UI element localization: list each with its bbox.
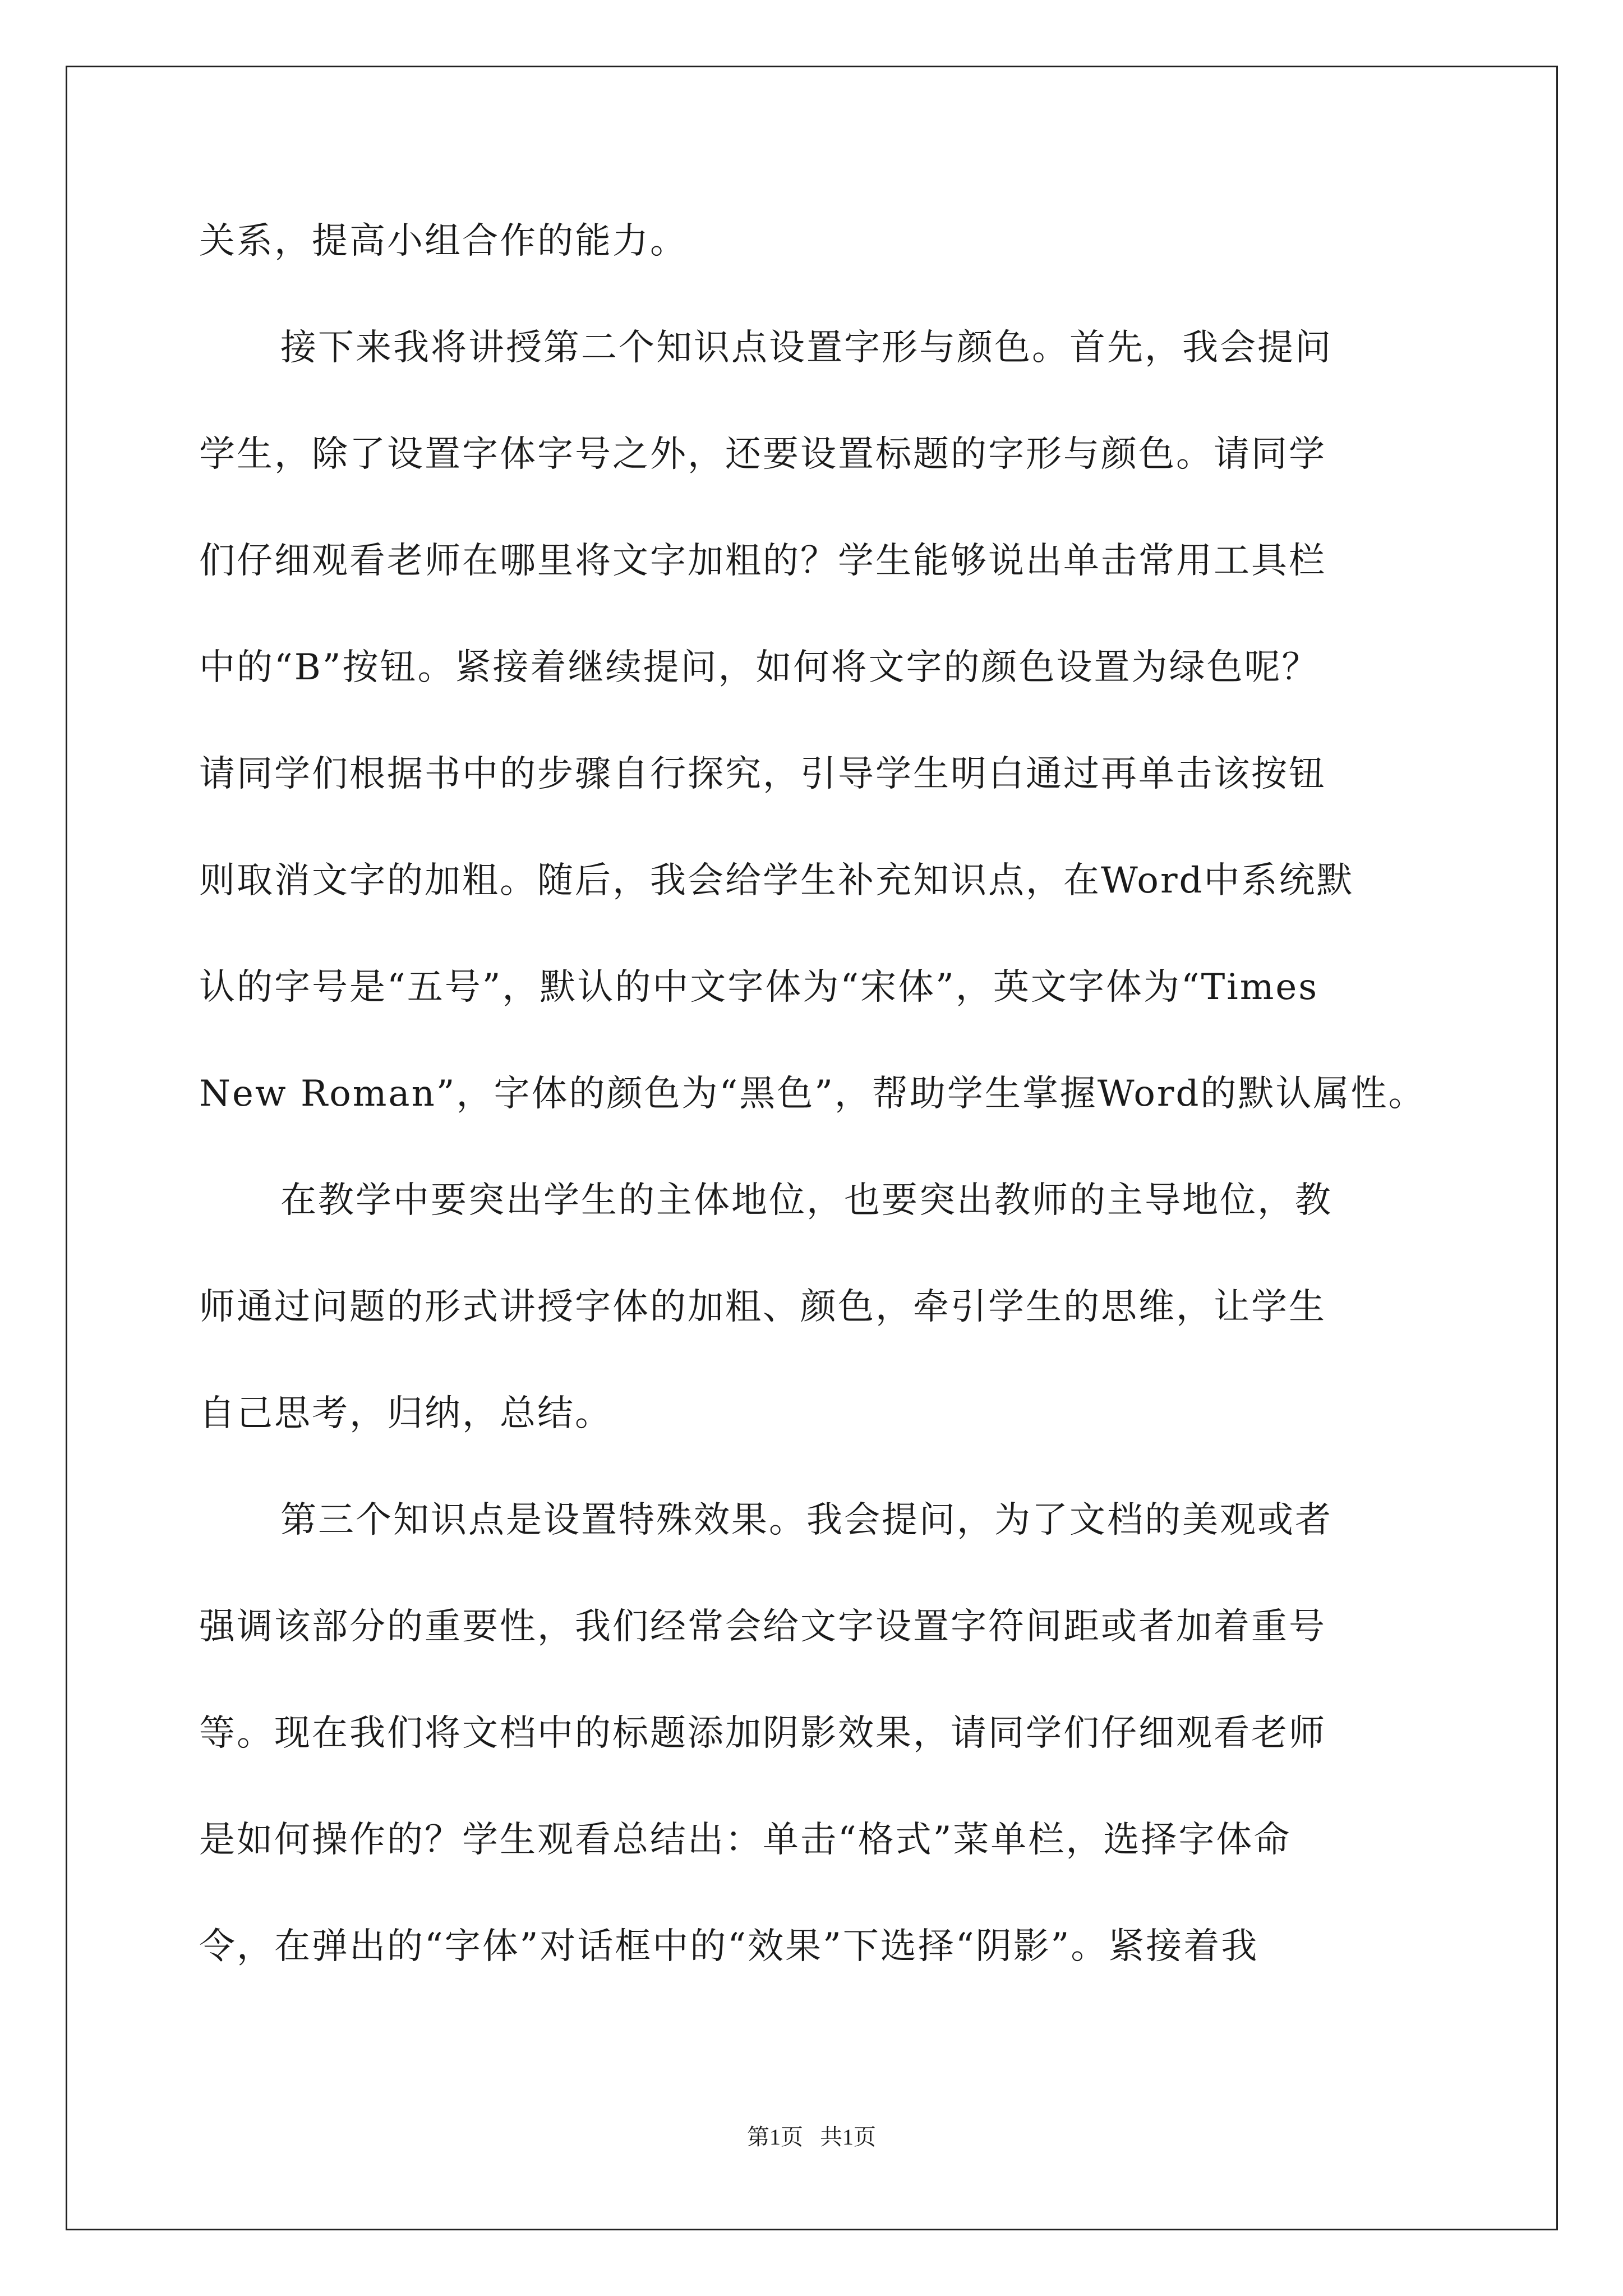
text-line: 学生，除了设置字体字号之外，还要设置标题的字形与颜色。请同学 (199, 434, 1326, 475)
text-line: 请同学们根据书中的步骤自行探究，引导学生明白通过再单击该按钮 (199, 753, 1326, 795)
text-line: 令，在弹出的“字体”对话框中的“效果”下选择“阴影”。紧接着我 (199, 1926, 1259, 1967)
page-number: 第1页 (747, 2124, 803, 2150)
paragraph-start-line: 在教学中要突出学生的主体地位，也要突出教师的主导地位，教 (280, 1180, 1332, 1221)
text-line: 强调该部分的重要性，我们经常会给文字设置字符间距或者加着重号 (199, 1606, 1326, 1648)
text-line: 是如何操作的？学生观看总结出：单击“格式”菜单栏，选择字体命 (199, 1819, 1292, 1861)
text-line: 师通过问题的形式讲授字体的加粗、颜色，牵引学生的思维，让学生 (199, 1286, 1326, 1328)
text-line: 自己思考，归纳，总结。 (199, 1393, 612, 1434)
page-footer (0, 2120, 1623, 2154)
text-line: 关系，提高小组合作的能力。 (199, 220, 688, 262)
text-line: 认的字号是“五号”，默认的中文字体为“宋体”，英文字体为“Times (199, 967, 1319, 1008)
text-line: 中的“B”按钮。紧接着继续提问，如何将文字的颜色设置为绿色呢？ (199, 647, 1320, 688)
text-line: 等。现在我们将文档中的标题添加阴影效果，请同学们仔细观看老师 (199, 1713, 1326, 1754)
text-line: 则取消文字的加粗。随后，我会给学生补充知识点，在Word中系统默 (199, 860, 1354, 901)
text-line: 们仔细观看老师在哪里将文字加粗的？学生能够说出单击常用工具栏 (199, 540, 1326, 582)
text-line: New Roman”，字体的颜色为“黑色”，帮助学生掌握Word的默认属性。 (199, 1073, 1426, 1115)
page-border (66, 66, 1558, 2230)
paragraph-start-line: 接下来我将讲授第二个知识点设置字形与颜色。首先，我会提问 (280, 327, 1332, 369)
total-pages: 共1页 (820, 2124, 876, 2150)
paragraph-start-line: 第三个知识点是设置特殊效果。我会提问，为了文档的美观或者 (280, 1499, 1332, 1541)
